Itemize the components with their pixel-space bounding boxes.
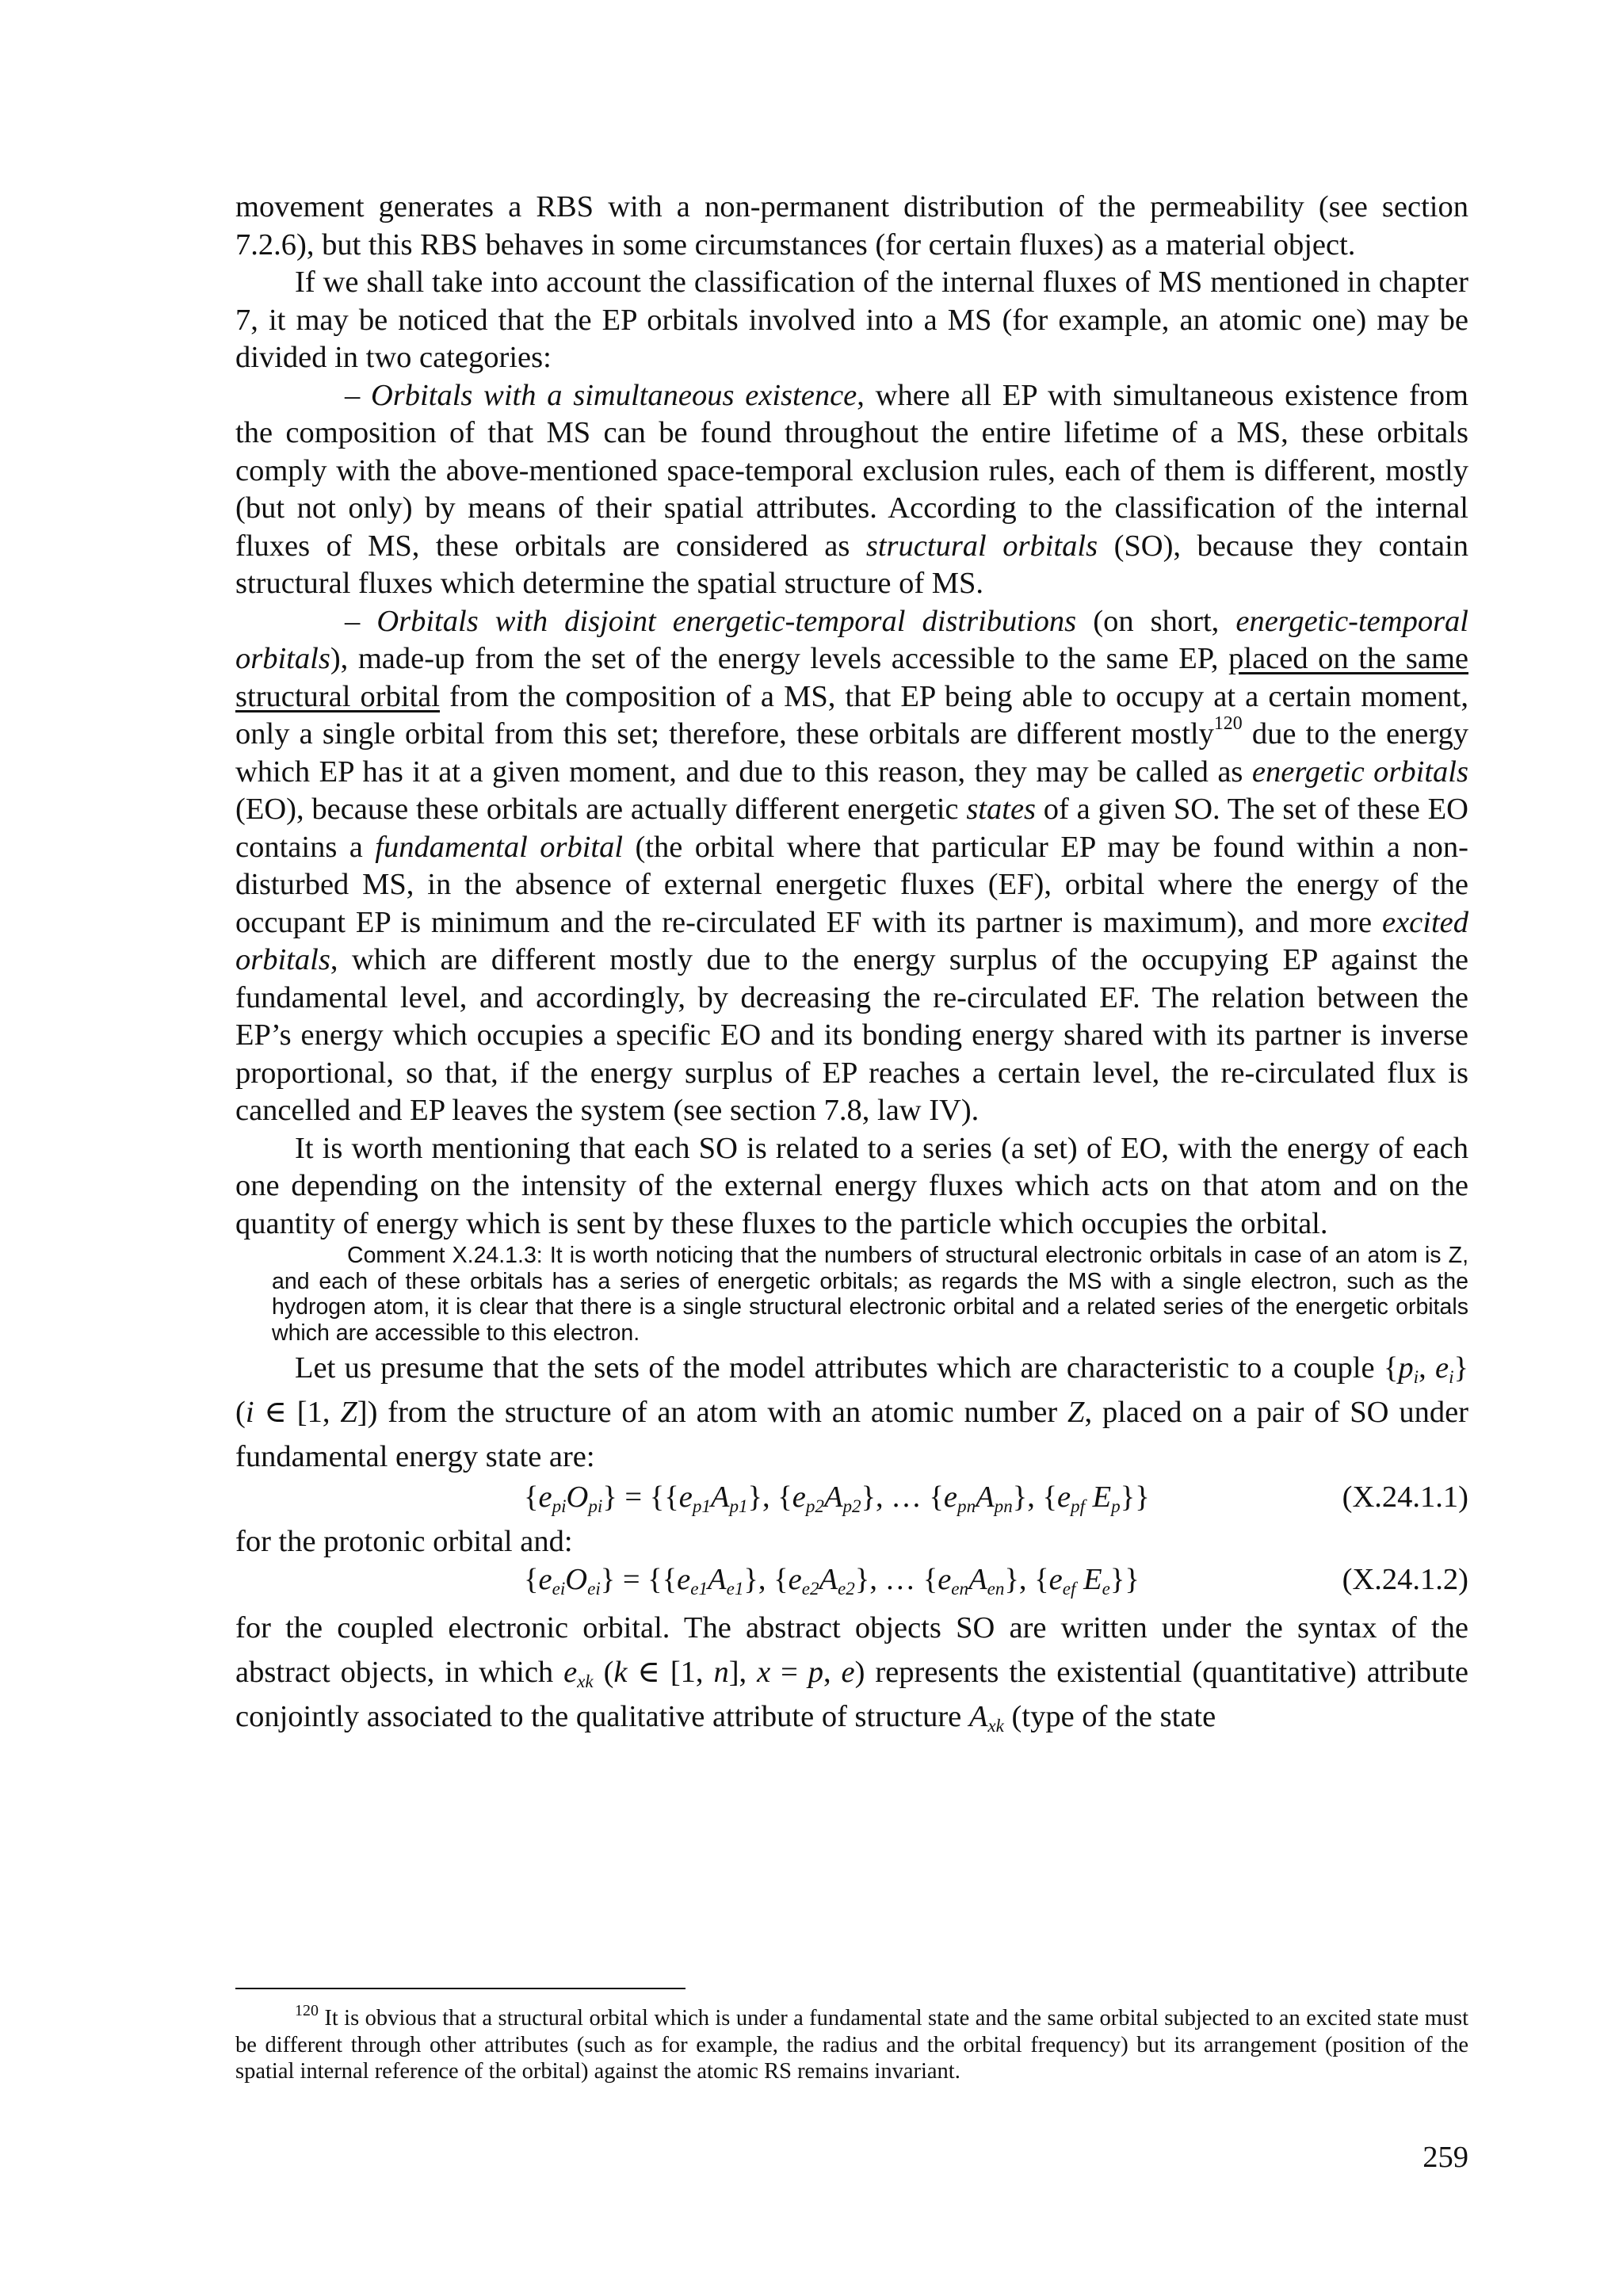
paragraph: It is worth mentioning that each SO is related to a series (a set) of EO, with the energy of each one depending on the intensity of the external energy fluxes which acts on that atom and on the quantity of energy which is sent by these fluxes to the particle which occupies the orbital. bbox=[235, 1131, 1468, 1240]
equation-expression: $\{e_{ei}O_{ei}\} = \{\{e_{e1}A_{e1}\}$, $\{e_{e2}A_{e2}\}$, … $\{e_{en}A_{en}\}$, {$e_{ef}$ $E_e$}} bbox=[524, 1562, 1140, 1599]
list-item: – Orbitals with a simultaneous existence, where all EP with simultaneous existence from the composition of that MS can be found throughout the entire lifetime of a MS, these orbitals comply with the above-mentioned space-temporal exclusion rules, each of them is different, mostly (but not only) by means of their spatial attributes. According to the classification of the internal fluxes of MS, these orbitals are considered as structural orbitals (SO), because they contain structural fluxes which determine the spatial structure of MS. bbox=[235, 378, 1468, 600]
inline-math: {$p_i$, $e_i$} (i ∈ [1, Z]) bbox=[235, 1351, 1469, 1429]
page-body bbox=[235, 189, 1468, 1739]
equation-number: (X.24.1.2) bbox=[1342, 1562, 1468, 1596]
footnote-mark: 120 bbox=[295, 2001, 319, 2019]
equation bbox=[235, 1479, 1468, 1523]
paragraph: for the protonic orbital and: bbox=[235, 1525, 573, 1558]
footnote-ref: 120 bbox=[1213, 712, 1243, 734]
comment-block: Comment X.24.1.3: It is worth noticing that the numbers of structural electronic orbitals in case of an atom is Z, and each of these orbitals has a series of energetic orbitals; as regards the MS with a single electron, such as the hydrogen atom, it is clear that there is a single structural electronic orbital and a related series of the energetic orbitals which are accessible to this electron. bbox=[272, 1243, 1468, 1346]
paragraph: for the coupled electronic orbital. The abstract objects SO are written under the syntax of the abstract objects, in which $e_{xk}$ (k ∈ [1, n], x = p, e) represents the existential (quantitative) attribute conjointly associated to the qualitative attribute of structure $A_{xk}$ (type of the state bbox=[235, 1610, 1468, 1736]
footnote-separator bbox=[235, 1988, 685, 1989]
paragraph: Let us presume that the sets of the model attributes which are characteristic to a couple {$p_i$, $e_i$} (i ∈ [1, Z]) from the structure of an atom with an atomic number Z, placed on a pair of SO under fundamental energy state are: bbox=[235, 1351, 1469, 1473]
inline-math: $e_{xk}$ (k ∈ [1, n], x = p, e) bbox=[563, 1655, 865, 1691]
paragraph: movement generates a RBS with a non-permanent distribution of the permeability (see section 7.2.6), but this RBS behaves in some circumstances (for certain fluxes) as a material object. bbox=[235, 190, 1468, 262]
page-number: 259 bbox=[1423, 2141, 1468, 2174]
footnote: $^{120}$ It is obvious that a structural orbital which is under a fundamental state and the same orbital subjected to an excited state must be different through other attributes (such as for example, the radius and the orbital frequency) but its arrangement (position of the spatial internal reference of the orbital) against the atomic RS remains invariant. bbox=[235, 2001, 1468, 2084]
equation-number: (X.24.1.1) bbox=[1342, 1480, 1468, 1514]
list-item: – Orbitals with disjoint energetic-temporal distributions (on short, energetic-temporal orbitals), made-up from the set of the energy levels accessible to the same EP, placed on the same structural orbital from the composition of a MS, that EP being able to occupy at a certain moment, only a single orbital from this set; therefore, these orbitals are different mostly$^{120}$ due to the energy which EP has it at a given moment, and due to this reason, they may be called as energetic orbitals (EO), because these orbitals are actually different energetic states of a given SO. The set of these EO contains a fundamental orbital (the orbital where that particular EP may be found within a non-disturbed MS, in the absence of external energetic fluxes (EF), orbital where the energy of the occupant EP is minimum and the re-circulated EF with its partner is maximum), and more excited orbitals, which are different mostly due to the energy surplus of the occupying EP against the fundamental level, and accordingly, by decreasing the re-circulated EF. The relation between the EP’s energy which occupies a specific EO and its bonding energy shared with its partner is inverse proportional, so that, if the energy surplus of EP reaches a certain level, the re-circulated flux is cancelled and EP leaves the system (see section 7.8, law IV). bbox=[235, 604, 1469, 1127]
equation-expression: $\{e_{pi}O_{pi}\} = \{\{e_{p1}A_{p1}\}$, $\{e_{p2}A_{p2}\}$, … $\{e_{pn}A_{pn}\}$, {$e_{pf}$ $E_p$}} bbox=[524, 1480, 1150, 1516]
equation bbox=[235, 1561, 1468, 1606]
paragraph: If we shall take into account the classification of the internal fluxes of MS mentioned in chapter 7, it may be noticed that the EP orbitals involved into a MS (for example, an atomic one) may be divided in two categories: bbox=[235, 266, 1468, 374]
